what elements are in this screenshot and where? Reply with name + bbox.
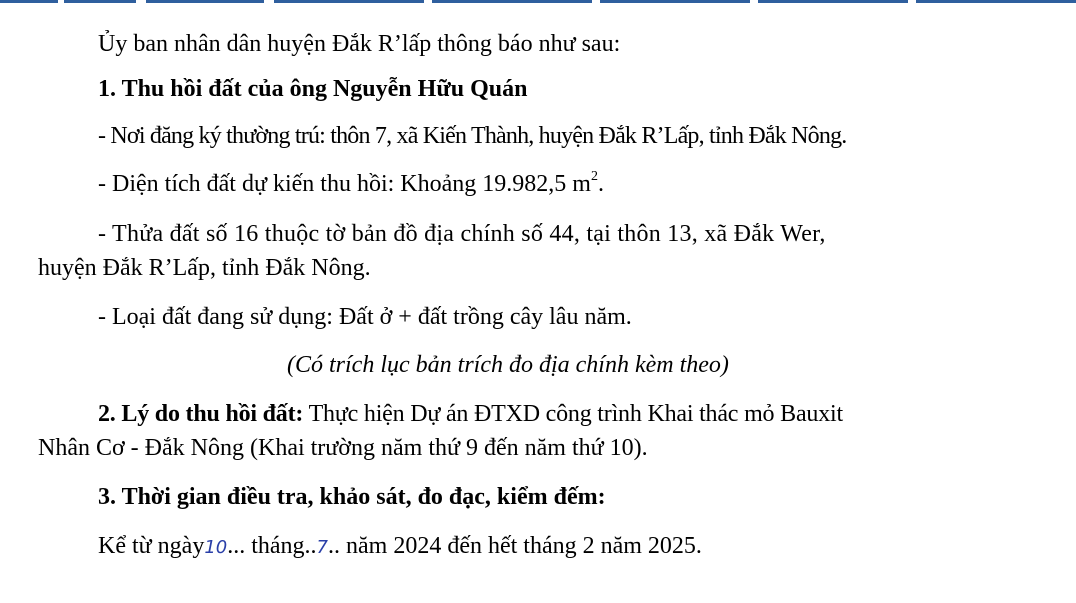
land-type-text: - Loại đất đang sử dụng: Đất ở + đất trồng cây lâu năm.: [98, 304, 632, 330]
residence-text: - Nơi đăng ký thường trú: thôn 7, xã Kiến Thành, huyện Đắk R’Lấp, tỉnh Đắk Nông.: [98, 123, 847, 149]
area-unit-superscript: 2: [590, 169, 598, 184]
parcel-text-line1: - Thửa đất số 16 thuộc tờ bản đồ địa chính số 44, tại thôn 13, xã Đắk Wer,: [98, 221, 826, 247]
date-suffix: .. năm 2024 đến hết tháng 2 năm 2025.: [328, 533, 702, 559]
area-text: [98, 170, 604, 198]
intro-text: Ủy ban nhân dân huyện Đắk R’lấp thông báo như sau:: [98, 31, 621, 57]
handwritten-month: 7: [316, 537, 328, 558]
date-prefix: Kể từ ngày: [98, 533, 205, 559]
section-2-text: Thực hiện Dự án ĐTXD công trình Khai thác mỏ Bauxit: [303, 401, 843, 427]
section-2-heading: 2. Lý do thu hồi đất:: [98, 401, 304, 427]
date-dots: ... tháng..: [227, 533, 317, 559]
top-border: [0, 0, 1076, 4]
attachment-note: (Có trích lục bản trích đo địa chính kèm theo): [287, 352, 729, 378]
area-suffix: .: [597, 171, 604, 197]
handwritten-day: 10: [204, 537, 228, 558]
area-prefix: - Diện tích đất dự kiến thu hồi: Khoảng 19.982,5 m: [98, 171, 591, 197]
section-3-heading: 3. Thời gian điều tra, khảo sát, đo đạc, kiểm đếm:: [98, 484, 606, 510]
parcel-text-line2: huyện Đắk R’Lấp, tỉnh Đắk Nông.: [38, 255, 371, 281]
survey-period-text: [98, 532, 702, 562]
section-2-line1: [98, 400, 843, 428]
section-1-heading: 1. Thu hồi đất của ông Nguyễn Hữu Quán: [98, 76, 528, 102]
section-2-line2: Nhân Cơ - Đắk Nông (Khai trường năm thứ 9 đến năm thứ 10).: [38, 435, 648, 461]
